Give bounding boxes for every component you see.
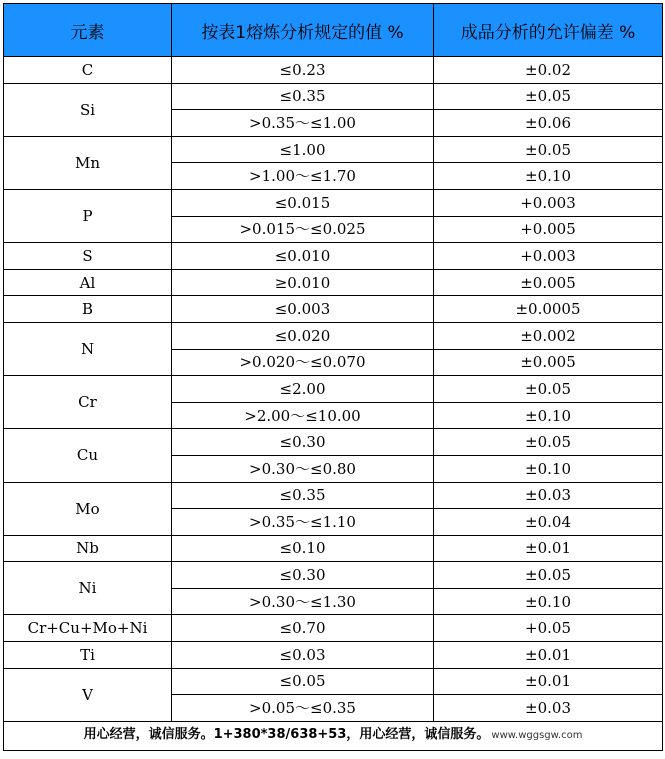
header-tolerance: 成品分析的允许偏差 %: [434, 4, 663, 57]
melt-value-cell: >0.30～≤0.80: [172, 455, 434, 482]
element-cell: N: [4, 322, 172, 375]
table-row: [4, 668, 663, 695]
table-row: [4, 562, 663, 589]
tolerance-cell: +0.003: [434, 243, 663, 270]
melt-value-cell: >0.020～≤0.070: [172, 349, 434, 376]
melt-value-cell: ≤0.10: [172, 535, 434, 562]
tolerance-cell: +0.003: [434, 189, 663, 216]
melt-value-cell: ≤0.05: [172, 668, 434, 695]
element-cell: Cr: [4, 376, 172, 429]
element-cell: Cr+Cu+Mo+Ni: [4, 615, 172, 642]
melt-value-cell: >2.00～≤10.00: [172, 402, 434, 429]
table-row: [4, 615, 663, 642]
tolerance-cell: ±0.05: [434, 376, 663, 403]
melt-value-cell: ≤0.010: [172, 243, 434, 270]
table-row: [4, 136, 663, 163]
footer-text: 用心经营，诚信服务。1+380*38/638+53，用心经营，诚信服务。: [83, 727, 490, 743]
tolerance-cell: ±0.06: [434, 110, 663, 137]
element-cell: Ni: [4, 562, 172, 615]
footer-row: [4, 721, 663, 750]
melt-value-cell: ≤1.00: [172, 136, 434, 163]
table-row: [4, 376, 663, 403]
element-cell: Nb: [4, 535, 172, 562]
melt-value-cell: ≤0.015: [172, 189, 434, 216]
melt-value-cell: >0.30～≤1.30: [172, 588, 434, 615]
tolerance-cell: ±0.03: [434, 695, 663, 722]
melt-value-cell: >0.35～≤1.00: [172, 110, 434, 137]
table-row: [4, 189, 663, 216]
tolerance-cell: ±0.10: [434, 163, 663, 190]
element-cell: C: [4, 57, 172, 84]
tolerance-cell: +0.05: [434, 615, 663, 642]
element-cell: V: [4, 668, 172, 721]
melt-value-cell: >0.015～≤0.025: [172, 216, 434, 243]
melt-value-cell: >0.05～≤0.35: [172, 695, 434, 722]
tolerance-cell: ±0.05: [434, 83, 663, 110]
element-cell: Mn: [4, 136, 172, 189]
tolerance-cell: ±0.10: [434, 588, 663, 615]
tolerance-cell: ±0.01: [434, 535, 663, 562]
tolerance-table: [3, 3, 663, 751]
tolerance-cell: ±0.04: [434, 509, 663, 536]
tolerance-cell: +0.005: [434, 216, 663, 243]
header-element: 元素: [4, 4, 172, 57]
element-cell: Mo: [4, 482, 172, 535]
tolerance-cell: ±0.01: [434, 642, 663, 669]
element-cell: Al: [4, 269, 172, 296]
tolerance-cell: ±0.01: [434, 668, 663, 695]
tolerance-cell: ±0.05: [434, 429, 663, 456]
element-cell: Cu: [4, 429, 172, 482]
melt-value-cell: ≤0.70: [172, 615, 434, 642]
tolerance-cell: ±0.10: [434, 455, 663, 482]
table-row: [4, 535, 663, 562]
element-cell: P: [4, 189, 172, 242]
melt-value-cell: ≤0.30: [172, 562, 434, 589]
table-row: [4, 642, 663, 669]
melt-value-cell: >1.00～≤1.70: [172, 163, 434, 190]
melt-value-cell: ≤0.03: [172, 642, 434, 669]
tolerance-cell: ±0.005: [434, 269, 663, 296]
table-row: [4, 243, 663, 270]
tolerance-cell: ±0.002: [434, 322, 663, 349]
element-cell: B: [4, 296, 172, 323]
table-row: [4, 269, 663, 296]
element-cell: S: [4, 243, 172, 270]
element-cell: Si: [4, 83, 172, 136]
table-row: [4, 322, 663, 349]
table-row: [4, 429, 663, 456]
melt-value-cell: ≤2.00: [172, 376, 434, 403]
tolerance-cell: ±0.005: [434, 349, 663, 376]
table-row: [4, 83, 663, 110]
element-cell: Ti: [4, 642, 172, 669]
tolerance-cell: ±0.03: [434, 482, 663, 509]
melt-value-cell: ≤0.003: [172, 296, 434, 323]
melt-value-cell: ≤0.35: [172, 482, 434, 509]
table-row: [4, 482, 663, 509]
melt-value-cell: ≤0.35: [172, 83, 434, 110]
tolerance-cell: ±0.05: [434, 136, 663, 163]
table-row: [4, 57, 663, 84]
tolerance-cell: ±0.05: [434, 562, 663, 589]
footer-note: [4, 721, 663, 750]
melt-value-cell: ≥0.010: [172, 269, 434, 296]
melt-value-cell: ≤0.23: [172, 57, 434, 84]
table-body: [4, 57, 663, 722]
table-row: [4, 296, 663, 323]
tolerance-cell: ±0.0005: [434, 296, 663, 323]
melt-value-cell: ≤0.30: [172, 429, 434, 456]
watermark: www.wggsgw.com: [491, 730, 583, 742]
melt-value-cell: >0.35～≤1.10: [172, 509, 434, 536]
melt-value-cell: ≤0.020: [172, 322, 434, 349]
tolerance-cell: ±0.10: [434, 402, 663, 429]
header-melt-value: 按表1熔炼分析规定的值 %: [172, 4, 434, 57]
tolerance-cell: ±0.02: [434, 57, 663, 84]
header-row: [4, 4, 663, 57]
